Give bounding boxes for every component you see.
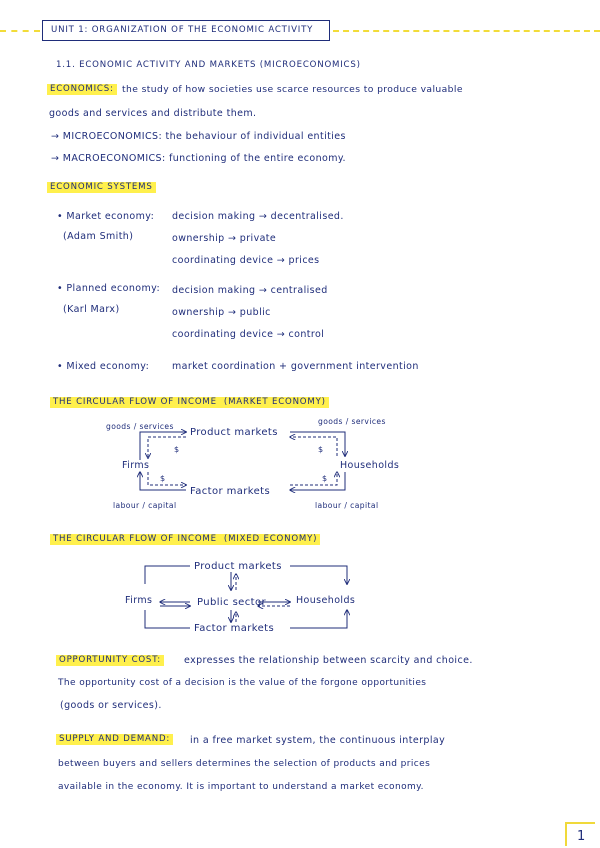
product-markets-label: Product markets: [190, 427, 278, 438]
economics-line-2: goods and services and distribute them.: [49, 108, 257, 119]
top-dashed-line-right: [333, 30, 600, 32]
supply-demand-line-2: between buyers and sellers determines the selection of products and prices: [58, 759, 431, 769]
goods-services-right: goods / services: [318, 417, 386, 426]
page-number-box: [565, 822, 595, 846]
opportunity-cost-line-3: (goods or services).: [60, 700, 162, 711]
mixed-factor-markets-label: Factor markets: [194, 623, 275, 634]
title-box: [42, 20, 330, 41]
circular-flow-mixed-title: THE CIRCULAR FLOW OF INCOME: [53, 534, 217, 544]
top-dashed-line-left: [0, 30, 40, 32]
supply-demand-line-3: available in the economy. It is important to understand a market economy.: [58, 782, 424, 792]
mixed-firms-label: Firms: [125, 595, 153, 606]
money-symbol-left-top: $: [174, 445, 180, 454]
factor-markets-label: Factor markets: [190, 486, 271, 497]
market-economy-label: • Market economy:: [57, 211, 155, 222]
opportunity-cost-line-1: expresses the relationship between scarcity and choice.: [184, 655, 473, 666]
planned-decision-making: decision making → centralised: [172, 285, 328, 296]
market-coordinating-device: coordinating device → prices: [172, 255, 320, 266]
mixed-product-markets-label: Product markets: [194, 561, 282, 572]
circular-flow-mixed-qualifier: (MIXED ECONOMY): [223, 534, 318, 544]
circular-flow-mixed-heading: [50, 534, 320, 545]
circular-flow-market-qualifier: (MARKET ECONOMY): [223, 397, 326, 407]
money-symbol-right-bottom: $: [322, 474, 328, 483]
planned-economy-label: • Planned economy:: [57, 283, 161, 294]
labour-capital-right: labour / capital: [315, 501, 379, 510]
firms-label: Firms: [122, 460, 150, 471]
mixed-economy-description: market coordination + government intervention: [172, 361, 419, 372]
mixed-households-label: Households: [296, 595, 356, 606]
economics-line-1: the study of how societies use scarce resources to produce valuable: [122, 84, 463, 95]
supply-demand-line-1: in a free market system, the continuous interplay: [190, 735, 446, 746]
money-symbol-left-bottom: $: [160, 474, 166, 483]
public-sector-label: Public sector: [197, 597, 266, 608]
page-title: UNIT 1: ORGANIZATION OF THE ECONOMIC ACTIVITY: [51, 25, 314, 35]
labour-capital-left: labour / capital: [113, 501, 177, 510]
planned-economy-author: (Karl Marx): [63, 304, 120, 315]
money-symbol-right-top: $: [318, 445, 324, 454]
planned-ownership: ownership → public: [172, 307, 271, 318]
section-subtitle: 1.1. ECONOMIC ACTIVITY AND MARKETS (MICROECONOMICS): [56, 60, 361, 70]
microeconomics-line: → MICROECONOMICS: the behaviour of individual entities: [51, 131, 346, 142]
circular-flow-market-title: THE CIRCULAR FLOW OF INCOME: [53, 397, 217, 407]
market-ownership: ownership → private: [172, 233, 277, 244]
page-number: 1: [577, 829, 586, 844]
economics-term: ECONOMICS:: [47, 84, 117, 95]
households-label: Households: [340, 460, 400, 471]
market-decision-making: decision making → decentralised.: [172, 211, 344, 222]
supply-demand-term: SUPPLY AND DEMAND:: [56, 734, 173, 745]
circular-flow-market-heading: [50, 397, 329, 408]
opportunity-cost-term: OPPORTUNITY COST:: [56, 655, 164, 666]
macroeconomics-line: → MACROECONOMICS: functioning of the entire economy.: [51, 153, 346, 164]
planned-coordinating-device: coordinating device → control: [172, 329, 325, 340]
opportunity-cost-line-2: The opportunity cost of a decision is the value of the forgone opportunities: [58, 678, 427, 688]
goods-services-left: goods / services: [106, 422, 174, 431]
market-economy-author: (Adam Smith): [63, 231, 134, 242]
mixed-economy-label: • Mixed economy:: [57, 361, 150, 372]
economic-systems-heading: ECONOMIC SYSTEMS: [47, 182, 156, 193]
